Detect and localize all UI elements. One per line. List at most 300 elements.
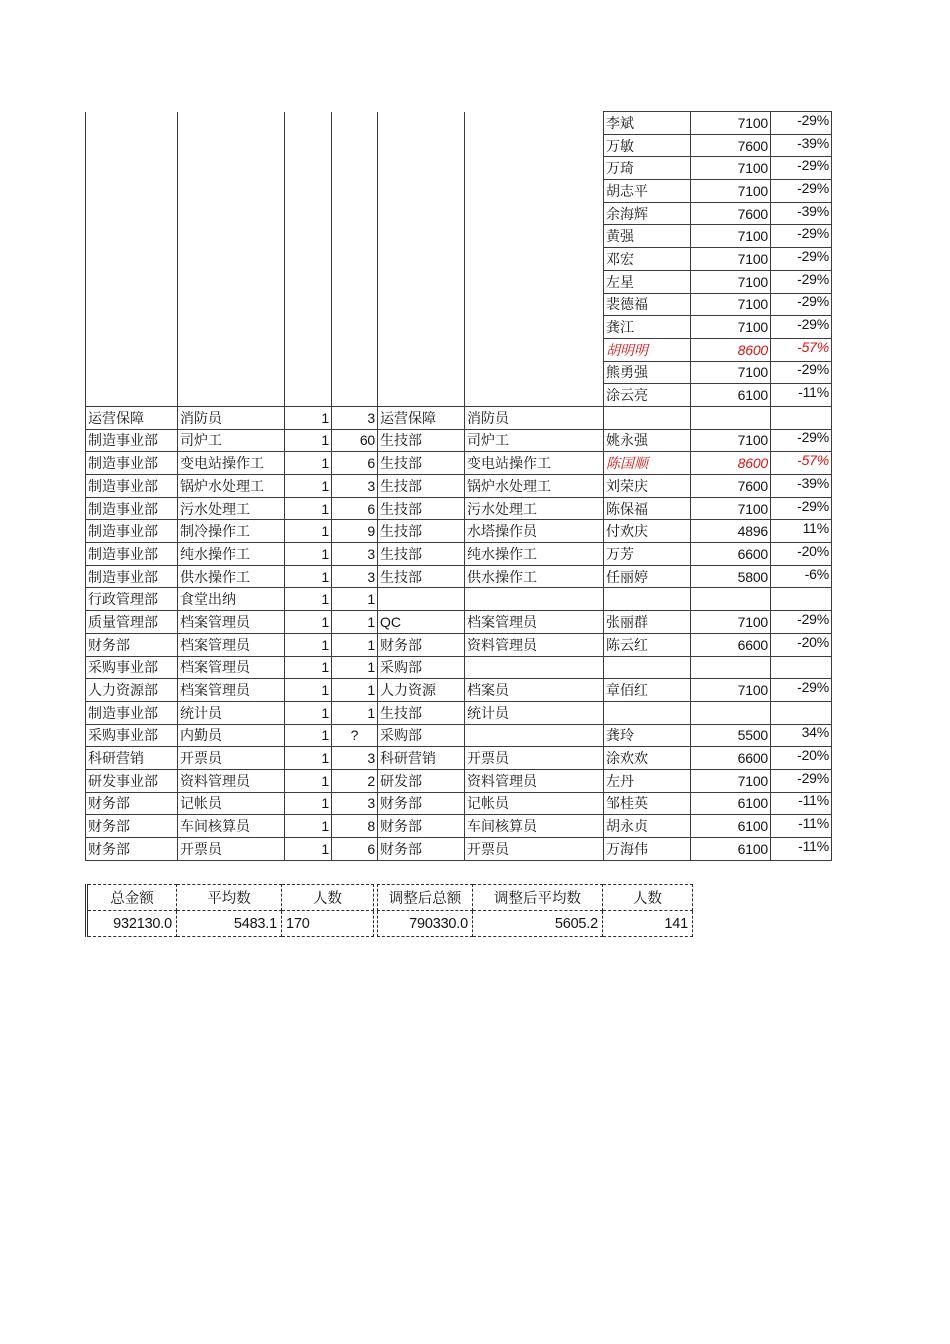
cell-salary: 6100 [691, 384, 771, 407]
cell-adj-dept: 生技部 [378, 701, 465, 724]
cell-dept [86, 112, 178, 135]
summary-value-headcount: 170 [282, 911, 374, 937]
cell-job: 内勤员 [178, 724, 285, 747]
cell-adj-job [465, 225, 604, 248]
cell-adj-job: 资料管理员 [465, 769, 604, 792]
cell-count [285, 202, 332, 225]
cell-salary: 7600 [691, 134, 771, 157]
cell-percent: -29% [771, 769, 832, 792]
cell-percent: -11% [771, 838, 832, 861]
summary-header-row [378, 885, 693, 911]
cell-dept: 制造事业部 [86, 429, 178, 452]
cell-headcount: 1 [332, 633, 378, 656]
cell-salary: 6100 [691, 815, 771, 838]
cell-dept: 制造事业部 [86, 520, 178, 543]
cell-percent: -57% [771, 338, 832, 361]
cell-adj-job: 锅炉水处理工 [465, 475, 604, 498]
cell-job [178, 180, 285, 203]
summary-value-row [87, 911, 374, 937]
cell-name: 胡志平 [604, 180, 691, 203]
cell-job [178, 225, 285, 248]
cell-adj-dept: 财务部 [378, 792, 465, 815]
cell-adj-dept: 采购部 [378, 656, 465, 679]
cell-adj-job [465, 724, 604, 747]
cell-count [285, 180, 332, 203]
cell-adj-job [465, 338, 604, 361]
cell-adj-job [465, 112, 604, 135]
cell-headcount: 3 [332, 406, 378, 429]
cell-adj-dept: 人力资源 [378, 679, 465, 702]
cell-adj-job [465, 384, 604, 407]
cell-name: 龚江 [604, 316, 691, 339]
cell-job: 供水操作工 [178, 565, 285, 588]
cell-dept [86, 316, 178, 339]
cell-percent: -29% [771, 270, 832, 293]
cell-dept: 制造事业部 [86, 475, 178, 498]
cell-name: 余海辉 [604, 202, 691, 225]
cell-adj-job [465, 134, 604, 157]
cell-name: 黄强 [604, 225, 691, 248]
cell-job [178, 134, 285, 157]
cell-dept: 采购事业部 [86, 724, 178, 747]
cell-adj-job: 污水处理工 [465, 497, 604, 520]
cell-adj-job [465, 248, 604, 271]
summary-value-average: 5483.1 [177, 911, 282, 937]
cell-job: 档案管理员 [178, 679, 285, 702]
cell-adj-dept: 财务部 [378, 815, 465, 838]
cell-adj-job: 记帐员 [465, 792, 604, 815]
cell-job: 纯水操作工 [178, 543, 285, 566]
summary-header-row [87, 885, 374, 911]
cell-name: 张丽群 [604, 611, 691, 634]
cell-adj-job [465, 293, 604, 316]
cell-dept: 质量管理部 [86, 611, 178, 634]
cell-dept: 制造事业部 [86, 497, 178, 520]
cell-salary: 7100 [691, 316, 771, 339]
summary-totals-band [85, 884, 693, 937]
cell-headcount [332, 316, 378, 339]
cell-dept: 财务部 [86, 838, 178, 861]
cell-percent: 11% [771, 520, 832, 543]
cell-dept [86, 225, 178, 248]
cell-job: 开票员 [178, 747, 285, 770]
cell-job: 污水处理工 [178, 497, 285, 520]
cell-name [604, 406, 691, 429]
cell-adj-dept: 生技部 [378, 452, 465, 475]
cell-headcount: 3 [332, 565, 378, 588]
cell-name: 胡永贞 [604, 815, 691, 838]
cell-salary: 7100 [691, 270, 771, 293]
cell-name: 付欢庆 [604, 520, 691, 543]
cell-job: 档案管理员 [178, 611, 285, 634]
cell-job: 司炉工 [178, 429, 285, 452]
cell-headcount [332, 112, 378, 135]
cell-headcount: 1 [332, 656, 378, 679]
cell-dept: 财务部 [86, 633, 178, 656]
cell-count: 1 [285, 497, 332, 520]
cell-count: 1 [285, 543, 332, 566]
cell-adj-job: 开票员 [465, 747, 604, 770]
cell-headcount: 3 [332, 543, 378, 566]
worksheet-body [86, 112, 832, 861]
cell-headcount: 3 [332, 792, 378, 815]
cell-salary: 7100 [691, 429, 771, 452]
cell-dept: 制造事业部 [86, 701, 178, 724]
cell-job: 记帐员 [178, 792, 285, 815]
cell-salary: 7100 [691, 225, 771, 248]
cell-adj-dept [378, 384, 465, 407]
cell-adj-dept: 运营保障 [378, 406, 465, 429]
cell-headcount [332, 270, 378, 293]
cell-name: 左星 [604, 270, 691, 293]
cell-adj-dept [378, 248, 465, 271]
cell-headcount: 6 [332, 497, 378, 520]
cell-adj-job: 司炉工 [465, 429, 604, 452]
cell-percent: -11% [771, 792, 832, 815]
summary-value-row [378, 911, 693, 937]
cell-percent: -39% [771, 202, 832, 225]
summary-value-adjusted-total: 790330.0 [378, 911, 473, 937]
summary-header-adjusted-headcount: 人数 [603, 885, 693, 911]
cell-adj-dept: 科研营销 [378, 747, 465, 770]
summary-value-total: 932130.0 [87, 911, 177, 937]
cell-salary: 6100 [691, 792, 771, 815]
cell-count: 1 [285, 429, 332, 452]
cell-dept [86, 202, 178, 225]
cell-job: 统计员 [178, 701, 285, 724]
cell-job [178, 202, 285, 225]
cell-headcount: 60 [332, 429, 378, 452]
cell-headcount [332, 361, 378, 384]
cell-headcount: 1 [332, 588, 378, 611]
cell-count: 1 [285, 792, 332, 815]
cell-adj-job: 统计员 [465, 701, 604, 724]
cell-headcount: 3 [332, 475, 378, 498]
cell-adj-dept [378, 293, 465, 316]
cell-percent [771, 701, 832, 724]
cell-count: 1 [285, 769, 332, 792]
cell-adj-job [465, 157, 604, 180]
cell-percent: -29% [771, 248, 832, 271]
cell-percent: -29% [771, 429, 832, 452]
cell-job: 档案管理员 [178, 656, 285, 679]
cell-name: 陈国顺 [604, 452, 691, 475]
cell-job: 锅炉水处理工 [178, 475, 285, 498]
cell-headcount: 9 [332, 520, 378, 543]
summary-header-adjusted-average: 调整后平均数 [473, 885, 603, 911]
cell-adj-job: 开票员 [465, 838, 604, 861]
cell-adj-dept: 生技部 [378, 565, 465, 588]
cell-percent: -29% [771, 180, 832, 203]
cell-name: 胡明明 [604, 338, 691, 361]
cell-dept: 制造事业部 [86, 452, 178, 475]
cell-dept: 制造事业部 [86, 565, 178, 588]
cell-percent: -57% [771, 452, 832, 475]
cell-name: 万敏 [604, 134, 691, 157]
cell-job: 食堂出纳 [178, 588, 285, 611]
cell-dept [86, 157, 178, 180]
cell-salary: 7100 [691, 679, 771, 702]
cell-headcount: 1 [332, 611, 378, 634]
cell-dept: 研发事业部 [86, 769, 178, 792]
cell-salary [691, 406, 771, 429]
cell-count: 1 [285, 724, 332, 747]
cell-dept [86, 384, 178, 407]
cell-headcount: 6 [332, 452, 378, 475]
cell-percent: -20% [771, 747, 832, 770]
cell-adj-dept [378, 316, 465, 339]
cell-dept: 运营保障 [86, 406, 178, 429]
cell-dept [86, 338, 178, 361]
cell-count: 1 [285, 406, 332, 429]
cell-count: 1 [285, 701, 332, 724]
cell-count [285, 157, 332, 180]
cell-adj-job: 消防员 [465, 406, 604, 429]
cell-count [285, 134, 332, 157]
cell-count: 1 [285, 633, 332, 656]
cell-adj-job [465, 316, 604, 339]
cell-headcount [332, 134, 378, 157]
cell-count: 1 [285, 656, 332, 679]
cell-adj-job: 纯水操作工 [465, 543, 604, 566]
cell-percent: -29% [771, 157, 832, 180]
cell-adj-dept [378, 225, 465, 248]
cell-salary: 6600 [691, 543, 771, 566]
cell-salary: 8600 [691, 338, 771, 361]
cell-job: 开票员 [178, 838, 285, 861]
cell-name: 裴德福 [604, 293, 691, 316]
cell-adj-dept [378, 112, 465, 135]
cell-job [178, 293, 285, 316]
cell-dept [86, 134, 178, 157]
cell-job [178, 361, 285, 384]
cell-percent: -29% [771, 611, 832, 634]
cell-name: 涂欢欢 [604, 747, 691, 770]
cell-headcount [332, 180, 378, 203]
cell-count [285, 316, 332, 339]
cell-salary: 8600 [691, 452, 771, 475]
cell-name: 章佰红 [604, 679, 691, 702]
cell-adj-job: 资料管理员 [465, 633, 604, 656]
cell-adj-dept: 财务部 [378, 633, 465, 656]
cell-adj-job [465, 270, 604, 293]
cell-name: 李斌 [604, 112, 691, 135]
cell-name: 刘荣庆 [604, 475, 691, 498]
summary-selection-adjusted [377, 884, 693, 937]
cell-name: 邹桂英 [604, 792, 691, 815]
cell-count [285, 225, 332, 248]
cell-adj-job: 车间核算员 [465, 815, 604, 838]
cell-count [285, 338, 332, 361]
cell-adj-dept: 生技部 [378, 429, 465, 452]
cell-percent: -29% [771, 112, 832, 135]
cell-adj-job [465, 588, 604, 611]
cell-dept [86, 293, 178, 316]
cell-name: 任丽婷 [604, 565, 691, 588]
cell-name: 万琦 [604, 157, 691, 180]
cell-dept: 制造事业部 [86, 543, 178, 566]
cell-job: 制冷操作工 [178, 520, 285, 543]
cell-salary: 7100 [691, 497, 771, 520]
cell-salary: 6600 [691, 747, 771, 770]
cell-adj-job [465, 656, 604, 679]
cell-name: 左丹 [604, 769, 691, 792]
cell-adj-dept: 研发部 [378, 769, 465, 792]
cell-dept [86, 180, 178, 203]
summary-header-total: 总金额 [87, 885, 177, 911]
cell-salary: 6600 [691, 633, 771, 656]
cell-salary [691, 588, 771, 611]
cell-adj-dept: 生技部 [378, 497, 465, 520]
cell-job [178, 112, 285, 135]
cell-dept [86, 270, 178, 293]
cell-percent: -6% [771, 565, 832, 588]
cell-name [604, 656, 691, 679]
cell-percent: -29% [771, 679, 832, 702]
cell-salary: 7100 [691, 157, 771, 180]
cell-name: 邓宏 [604, 248, 691, 271]
cell-adj-dept [378, 134, 465, 157]
cell-headcount [332, 202, 378, 225]
cell-name: 姚永强 [604, 429, 691, 452]
cell-percent [771, 656, 832, 679]
cell-dept: 行政管理部 [86, 588, 178, 611]
cell-count: 1 [285, 475, 332, 498]
cell-adj-dept: 生技部 [378, 520, 465, 543]
cell-count [285, 270, 332, 293]
cell-percent [771, 406, 832, 429]
cell-adj-dept: 生技部 [378, 475, 465, 498]
cell-headcount: 8 [332, 815, 378, 838]
cell-salary: 6100 [691, 838, 771, 861]
cell-name: 熊勇强 [604, 361, 691, 384]
cell-percent: -39% [771, 475, 832, 498]
cell-count: 1 [285, 588, 332, 611]
cell-adj-dept [378, 361, 465, 384]
cell-percent: -20% [771, 633, 832, 656]
cell-job: 变电站操作工 [178, 452, 285, 475]
cell-adj-dept: 采购部 [378, 724, 465, 747]
cell-job [178, 316, 285, 339]
summary-header-average: 平均数 [177, 885, 282, 911]
cell-salary: 7100 [691, 769, 771, 792]
cell-salary: 7600 [691, 475, 771, 498]
cell-headcount: ? [332, 724, 378, 747]
cell-salary: 7100 [691, 180, 771, 203]
cell-count [285, 248, 332, 271]
cell-name: 涂云亮 [604, 384, 691, 407]
cell-percent [771, 588, 832, 611]
cell-adj-job [465, 202, 604, 225]
cell-name: 陈云红 [604, 633, 691, 656]
cell-dept: 人力资源部 [86, 679, 178, 702]
cell-count [285, 293, 332, 316]
cell-count: 1 [285, 838, 332, 861]
cell-job [178, 338, 285, 361]
cell-count: 1 [285, 520, 332, 543]
summary-value-adjusted-headcount: 141 [603, 911, 693, 937]
cell-salary [691, 701, 771, 724]
cell-salary: 7100 [691, 112, 771, 135]
cell-adj-job [465, 361, 604, 384]
cell-adj-job: 变电站操作工 [465, 452, 604, 475]
cell-adj-dept [378, 180, 465, 203]
cell-headcount: 6 [332, 838, 378, 861]
cell-name [604, 701, 691, 724]
cell-percent: -11% [771, 815, 832, 838]
cell-percent: -29% [771, 316, 832, 339]
cell-name: 陈保福 [604, 497, 691, 520]
cell-job: 消防员 [178, 406, 285, 429]
cell-count [285, 112, 332, 135]
cell-percent: 34% [771, 724, 832, 747]
summary-value-adjusted-average: 5605.2 [473, 911, 603, 937]
worksheet-table [85, 111, 832, 861]
cell-percent: -29% [771, 293, 832, 316]
cell-job [178, 248, 285, 271]
cell-adj-job [465, 180, 604, 203]
cell-name: 万海伟 [604, 838, 691, 861]
cell-adj-job: 档案员 [465, 679, 604, 702]
cell-adj-job: 供水操作工 [465, 565, 604, 588]
cell-adj-dept [378, 270, 465, 293]
cell-job: 车间核算员 [178, 815, 285, 838]
cell-count: 1 [285, 565, 332, 588]
cell-dept [86, 361, 178, 384]
cell-count: 1 [285, 679, 332, 702]
cell-job [178, 157, 285, 180]
cell-adj-job: 档案管理员 [465, 611, 604, 634]
cell-dept: 科研营销 [86, 747, 178, 770]
cell-job [178, 384, 285, 407]
cell-name [604, 588, 691, 611]
cell-salary: 7100 [691, 611, 771, 634]
cell-percent: -29% [771, 497, 832, 520]
cell-adj-dept: 财务部 [378, 838, 465, 861]
summary-selection-original [85, 884, 374, 937]
cell-salary [691, 656, 771, 679]
cell-adj-dept [378, 338, 465, 361]
cell-adj-dept [378, 588, 465, 611]
cell-count: 1 [285, 747, 332, 770]
cell-headcount [332, 338, 378, 361]
cell-headcount: 2 [332, 769, 378, 792]
cell-dept: 财务部 [86, 815, 178, 838]
cell-job: 资料管理员 [178, 769, 285, 792]
cell-dept [86, 248, 178, 271]
cell-adj-dept [378, 157, 465, 180]
cell-salary: 7100 [691, 248, 771, 271]
cell-salary: 4896 [691, 520, 771, 543]
cell-count [285, 384, 332, 407]
cell-percent: -20% [771, 543, 832, 566]
cell-salary: 7100 [691, 293, 771, 316]
cell-salary: 7600 [691, 202, 771, 225]
cell-adj-job: 水塔操作员 [465, 520, 604, 543]
cell-adj-dept: 生技部 [378, 543, 465, 566]
cell-headcount [332, 225, 378, 248]
cell-percent: -29% [771, 361, 832, 384]
cell-percent: -29% [771, 225, 832, 248]
cell-name: 万芳 [604, 543, 691, 566]
cell-headcount [332, 293, 378, 316]
summary-header-adjusted-total: 调整后总额 [378, 885, 473, 911]
cell-count: 1 [285, 452, 332, 475]
cell-dept: 财务部 [86, 792, 178, 815]
cell-count: 1 [285, 815, 332, 838]
cell-headcount: 1 [332, 701, 378, 724]
cell-headcount [332, 384, 378, 407]
